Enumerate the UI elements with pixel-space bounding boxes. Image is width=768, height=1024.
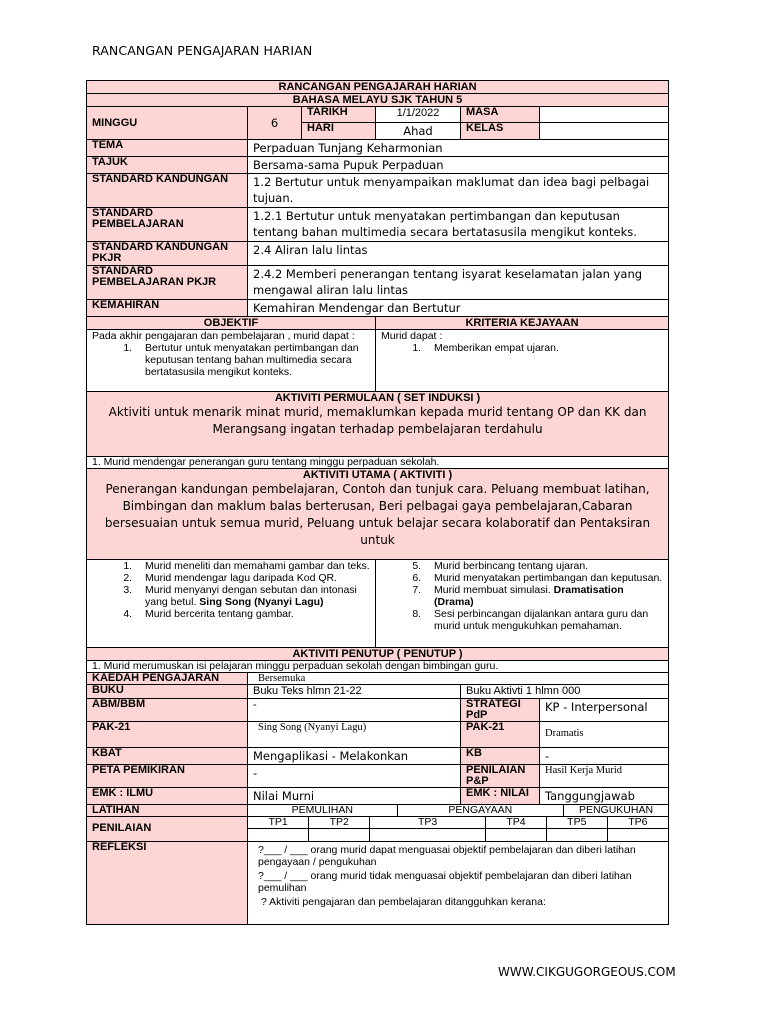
sp-pkjr-label: STANDARD PEMBELAJARAN PKJR (87, 266, 248, 300)
kbat-value: Mengaplikasi - Melakonkan (248, 748, 461, 765)
objektif-item: 1. Bertutur untuk menyatakan pertimbangan dan keputusan tentang bahan multimedia secara bertatasusila mengikut konteks. (135, 342, 370, 378)
utama-description: Penerangan kandungan pembelajaran, Contoh dan tunjuk cara. Peluang membuat latihan, Bimbingan dan maklum balas berterusan, Beri pelbagai gaya pembelajaran,Cabaran bersesuaian untuk semua murid, Peluang untuk belajar secara kolaboratif dan Pentaksiran untuk (104, 482, 651, 547)
utama-item (424, 560, 663, 572)
kriteria-intro: Murid dapat : (381, 330, 443, 342)
sp-label: STANDARD PEMBELAJARAN (87, 208, 248, 242)
utama-section (87, 469, 669, 560)
buku-value-1: Buku Teks hlmn 21-22 (248, 685, 461, 699)
peta-value: - (248, 765, 461, 788)
penilaian-pp-label: PENILAIAN P&P (461, 765, 540, 788)
tp3-header: TP3 (370, 817, 486, 829)
tajuk-label: TAJUK (87, 157, 248, 174)
utama-item-text: Murid menyanyi dengan sebutan dan intonasi yang betul. (145, 584, 357, 608)
tp5-cell[interactable] (546, 829, 607, 841)
tp1-cell[interactable] (248, 829, 309, 841)
abm-label: ABM/BBM (87, 699, 248, 722)
utama-item (424, 608, 663, 632)
tp6-cell[interactable] (607, 829, 668, 841)
utama-item-text: Murid meneliti dan memahami gambar dan teks. (145, 560, 370, 572)
tp5-header: TP5 (546, 817, 607, 829)
utama-item-text: Murid mendengar lagu daripada Kod QR. (145, 572, 338, 584)
tarikh-label: TARIKH (302, 107, 376, 123)
penilaian-pp-value: Hasil Kerja Murid (540, 765, 669, 788)
refleksi-line-1: ?___ / ___ orang murid dapat menguasai objektif pembelajaran dan diberi latihan pengayaan / pengukuhan (258, 843, 636, 868)
tema-value: Perpaduan Tunjang Keharmonian (248, 140, 669, 157)
objektif-header: OBJEKTIF (87, 317, 376, 330)
kaedah-label: KAEDAH PENGAJARAN (87, 673, 248, 685)
utama-item-strategy: Dramatisation (Drama) (434, 584, 624, 608)
utama-item (424, 572, 663, 584)
kb-label: KB (461, 748, 540, 765)
latihan-cells (248, 805, 669, 817)
peta-label: PETA PEMIKIRAN (87, 765, 248, 788)
penutup-item: 1. Murid merumuskan isi pelajaran minggu perpaduan sekolah dengan bimbingan guru. (87, 661, 669, 673)
kelas-value (540, 123, 669, 140)
kelas-label: KELAS (461, 123, 540, 140)
kb-value: - (540, 748, 669, 765)
permulaan-header: AKTIVITI PERMULAAN ( SET INDUKSI ) (274, 392, 481, 404)
lesson-plan-sheet (86, 80, 668, 925)
minggu-value: 6 (248, 107, 302, 140)
utama-header: AKTIVITI UTAMA ( AKTIVITI ) (302, 469, 453, 481)
objektif-content (87, 330, 376, 392)
pak21-value-2: Dramatis (540, 722, 669, 748)
sp-pkjr-value: 2.4.2 Memberi penerangan tentang isyarat keselamatan jalan yang mengawal aliran lalu lintas (248, 266, 669, 300)
strategi-value: KP - Interpersonal (540, 699, 669, 722)
tp4-cell[interactable] (486, 829, 547, 841)
utama-item-text: Murid menyatakan pertimbangan dan keputusan. (434, 572, 663, 584)
emk-ilmu-label: EMK : ILMU (87, 788, 248, 805)
objektif-intro: Pada akhir pengajaran dan pembelajaran , murid dapat : (92, 330, 355, 342)
footer-url[interactable]: WWW.CIKGUGORGEOUS.COM (498, 965, 676, 979)
page-header-title: RANCANGAN PENGAJARAN HARIAN (92, 43, 313, 58)
minggu-label: MINGGU (87, 107, 248, 140)
permulaan-item: 1. Murid mendengar penerangan guru tentang minggu perpaduan sekolah. (87, 457, 669, 469)
utama-left-list (87, 560, 376, 648)
latihan-pengayaan: PENGAYAAN (397, 805, 563, 816)
sk-label: STANDARD KANDUNGAN (87, 174, 248, 208)
sk-pkjr-label: STANDARD KANDUNGAN PKJR (87, 242, 248, 266)
utama-item-text: Murid bercerita tentang gambar. (145, 608, 294, 620)
buku-label: BUKU (87, 685, 248, 699)
doc-title-2: BAHASA MELAYU SJK TAHUN 5 (87, 94, 669, 107)
emk-ilmu-value: Nilai Murni (248, 788, 461, 805)
utama-item-text: Sesi perbincangan dijalankan antara guru dan murid untuk mengukuhkan pemahaman. (434, 608, 649, 632)
buku-value-2: Buku Aktivti 1 hlmn 000 (461, 685, 669, 699)
tp6-header: TP6 (607, 817, 668, 829)
utama-right-list (376, 560, 669, 648)
kriteria-header: KRITERIA KEJAYAAN (376, 317, 669, 330)
permulaan-description: Aktiviti untuk menarik minat murid, memaklumkan kepada murid tentang OP dan KK dan Merangsang ingatan terhadap pembelajaran terdahulu (108, 405, 647, 436)
kbat-label: KBAT (87, 748, 248, 765)
sk-value: 1.2 Bertutur untuk menyampaikan maklumat dan idea bagi pelbagai tujuan. (248, 174, 669, 208)
utama-item (135, 584, 370, 608)
lesson-plan-table (86, 80, 669, 925)
pak21-label-2: PAK-21 (461, 722, 540, 748)
masa-value (540, 107, 669, 123)
kriteria-item: 1. Memberikan empat ujaran. (424, 342, 663, 354)
refleksi-content (248, 841, 669, 924)
utama-item (135, 608, 370, 620)
latihan-pengukuhan: PENGUKUHAN (578, 804, 654, 816)
kriteria-content (376, 330, 669, 392)
penutup-header: AKTIVITI PENUTUP ( PENUTUP ) (87, 648, 669, 661)
tp2-cell[interactable] (309, 829, 370, 841)
hari-value: Ahad (376, 123, 461, 140)
refleksi-label: REFLEKSI (87, 841, 248, 924)
doc-title-1: RANCANGAN PENGAJARAH HARIAN (87, 81, 669, 94)
tp3-cell[interactable] (370, 829, 486, 841)
tarikh-value: 1/1/2022 (376, 107, 461, 123)
permulaan-section (87, 392, 669, 457)
tajuk-value: Bersama-sama Pupuk Perpaduan (248, 157, 669, 174)
utama-item (424, 584, 663, 608)
emk-nilai-value: Tanggungjawab (540, 788, 669, 805)
pak21-label: PAK-21 (87, 722, 248, 748)
emk-nilai-label: EMK : NILAI (461, 788, 540, 805)
refleksi-line-2: ?___ / ___ orang murid tidak menguasai objektif pembelajaran dan diberi latihan pemulihan (258, 869, 632, 894)
tp2-header: TP2 (309, 817, 370, 829)
utama-item-text: Murid berbincang tentang ujaran. (434, 560, 589, 572)
abm-value: - (248, 699, 461, 722)
utama-item (135, 560, 370, 572)
tema-label: TEMA (87, 140, 248, 157)
masa-label: MASA (461, 107, 540, 123)
utama-item-strategy: Sing Song (Nyanyi Lagu) (199, 596, 324, 608)
pak21-value: Sing Song (Nyanyi Lagu) (248, 722, 461, 748)
refleksi-line-3: ? Aktiviti pengajaran dan pembelajaran ditangguhkan kerana: (261, 895, 546, 908)
penilaian-tp-cells (248, 817, 669, 842)
sp-value: 1.2.1 Bertutur untuk menyatakan pertimbangan dan keputusan tentang bahan multimedia secara bertatasusila mengikut konteks. (248, 208, 669, 242)
sk-pkjr-value: 2.4 Aliran lalu lintas (248, 242, 669, 266)
utama-item (135, 572, 370, 584)
strategi-label: STRATEGI PdP (461, 699, 540, 722)
hari-label: HARI (302, 123, 376, 140)
latihan-label: LATIHAN (87, 805, 248, 817)
penilaian-label: PENILAIAN (87, 817, 248, 842)
kaedah-value: Bersemuka (248, 673, 669, 685)
latihan-pemulihan: PEMULIHAN (248, 805, 397, 816)
tp4-header: TP4 (486, 817, 547, 829)
kemahiran-label: KEMAHIRAN (87, 300, 248, 317)
kemahiran-value: Kemahiran Mendengar dan Bertutur (248, 300, 669, 317)
utama-item-text: Murid membuat simulasi. (434, 584, 554, 596)
tp1-header: TP1 (248, 817, 309, 829)
